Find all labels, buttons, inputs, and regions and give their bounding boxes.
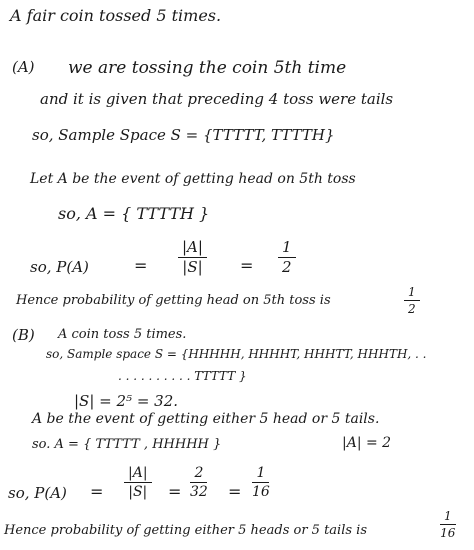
part-b-equals-3: = [228,482,242,501]
part-a-fraction-cardinality [178,240,207,275]
part-a-event-set: so, A = { TTTTH } [58,204,210,223]
part-a-line1: we are tossing the coin 5th time [68,58,347,78]
part-b-line1: A coin toss 5 times. [58,327,187,342]
part-a-conclusion: Hence probability of getting head on 5th toss is [16,293,331,308]
part-a-line2: and it is given that preceding 4 toss were tails [40,90,394,108]
part-b-value-numerator: 1 [252,466,269,483]
part-b-label: (B) [12,326,35,344]
part-b-fraction-denominator: |S| [128,484,148,500]
part-b-event-size: |A| = 2 [342,435,392,451]
part-b-middle-denominator: 32 [190,484,208,500]
part-a-event-definition: Let A be the event of getting head on 5th toss [30,171,356,187]
part-a-conclusion-numerator: 1 [404,286,420,301]
part-b-value-denominator: 16 [252,484,270,500]
part-b-sample-space: so, Sample space S = {HHHHH, HHHHT, HHHTT, HHHTH, . . [46,347,427,361]
page-title: A fair coin tossed 5 times. [10,6,222,25]
part-a-fraction-denominator: |S| [182,258,203,276]
part-b-event-definition: A be the event of getting either 5 head or 5 tails. [32,411,380,427]
part-a-conclusion-denominator: 2 [408,302,416,316]
part-b-fraction-cardinality [124,466,152,499]
part-b-middle-numerator: 2 [190,466,207,483]
part-b-conclusion-fraction [440,510,456,539]
part-a-fraction-numerator: |A| [178,240,207,258]
part-b-conclusion: Hence probability of getting either 5 heads or 5 tails is [4,523,367,538]
part-b-equals-1: = [90,482,104,501]
part-b-probability-label: so, P(A) [8,484,67,502]
part-b-event-set: so. A = { TTTTT , HHHHH } [32,437,222,452]
part-a-equals-1: = [134,256,148,275]
part-a-label: (A) [12,58,35,76]
part-b-equals-2: = [168,482,182,501]
part-b-fraction-middle [190,466,208,499]
part-b-sample-size: |S| = 2⁵ = 32. [74,392,179,410]
part-b-conclusion-denominator: 16 [440,526,456,540]
part-a-value-denominator: 2 [282,258,292,276]
part-b-fraction-value [252,466,270,499]
part-a-conclusion-fraction [404,286,420,315]
part-a-value-numerator: 1 [278,240,296,258]
part-a-equals-2: = [240,256,254,275]
part-a-probability-label: so, P(A) [30,258,89,276]
part-b-fraction-numerator: |A| [124,466,152,483]
part-a-fraction-value [278,240,296,275]
part-b-sample-space-continued: . . . . . . . . . . TTTTT } [118,369,247,383]
part-a-sample-space: so, Sample Space S = {TTTTT, TTTTH} [32,126,335,144]
part-b-conclusion-numerator: 1 [440,510,456,525]
